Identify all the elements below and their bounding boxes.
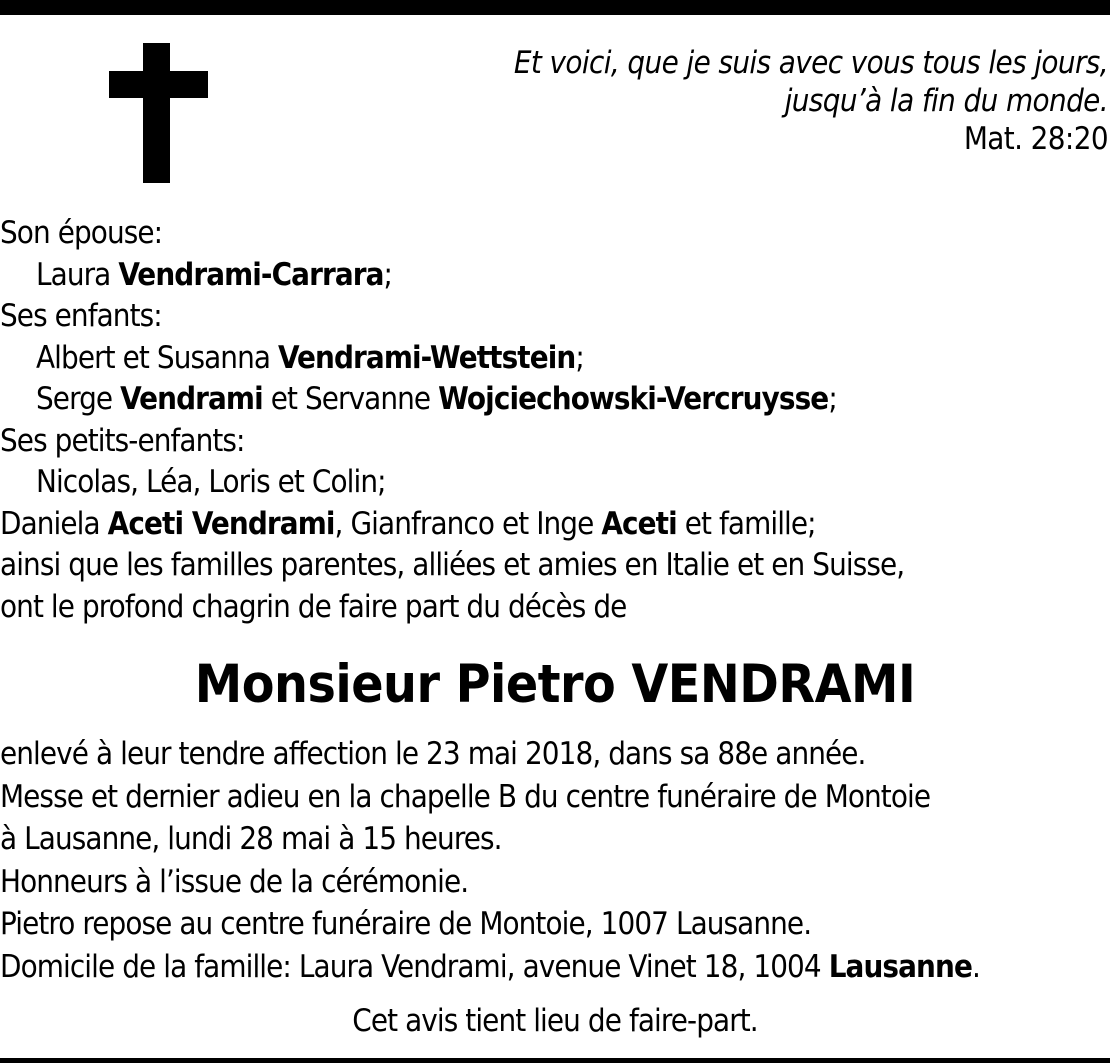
bible-verse — [388, 44, 1108, 158]
cross-vertical-bar — [143, 43, 170, 183]
closing-note: Cet avis tient lieu de faire-part. — [352, 1003, 758, 1039]
relatives-entry — [0, 504, 1110, 546]
cross-horizontal-bar — [109, 71, 208, 98]
child2-last-name: Vendrami — [120, 381, 263, 417]
children-heading: Ses enfants: — [0, 298, 162, 334]
child-entry-1 — [0, 338, 1110, 380]
ceremony-details — [0, 733, 1110, 988]
relatives-end: et famille; — [676, 505, 816, 542]
spouse-entry — [0, 255, 1110, 297]
verse-line-1: Et voici, que je suis avec vous tous les jours, — [513, 45, 1108, 81]
announcement-line: ont le profond chagrin de faire part du décès de — [0, 588, 627, 625]
verse-line-2: jusqu’à la fin du monde. — [784, 83, 1108, 119]
cross-icon — [109, 43, 208, 183]
child2-conjunction: et Servanne — [262, 381, 439, 417]
child1-first-names: Albert et Susanna — [36, 339, 279, 376]
spouse-first-name: Laura — [36, 256, 119, 293]
child2-partner-last-name: Wojciechowski-Vercruysse — [438, 381, 829, 417]
details-line-2: Messe et dernier adieu en la chapelle B du centre funéraire de Montoie — [0, 778, 931, 815]
details-line-4: Honneurs à l’issue de la cérémonie. — [0, 863, 469, 900]
domicile-city: Lausanne — [828, 948, 972, 985]
details-line-1: enlevé à leur tendre affection le 23 mai 2018, dans sa 88e année. — [0, 736, 866, 772]
relatives-first-name: Daniela — [0, 505, 108, 542]
child2-first-name: Serge — [36, 381, 121, 417]
details-line-6 — [0, 946, 1110, 989]
details-line-5: Pietro repose au centre funéraire de Montoie, 1007 Lausanne. — [0, 906, 812, 942]
verse-reference: Mat. 28:20 — [963, 121, 1108, 157]
top-border-rule — [0, 0, 1110, 15]
child-entry-2 — [0, 379, 1110, 421]
child1-last-name: Vendrami-Wettstein — [278, 339, 576, 376]
grandchildren-entry: Nicolas, Léa, Loris et Colin; — [36, 464, 386, 500]
punctuation: ; — [575, 339, 584, 376]
extended-family-line: ainsi que les familles parentes, alliées et amies en Italie et en Suisse, — [0, 547, 905, 583]
domicile-end: . — [972, 948, 980, 985]
relatives-last-name-2: Aceti — [601, 505, 677, 542]
spouse-last-name: Vendrami-Carrara — [118, 256, 384, 293]
family-list — [0, 213, 1110, 628]
domicile-text: Domicile de la famille: Laura Vendrami, avenue Vinet 18, 1004 — [0, 948, 829, 985]
spouse-heading: Son épouse: — [0, 215, 163, 251]
relatives-middle: , Gianfranco et Inge — [334, 505, 602, 542]
punctuation: ; — [383, 256, 393, 293]
deceased-name: Monsieur Pietro VENDRAMI — [194, 654, 916, 715]
bottom-border-rule — [0, 1058, 1110, 1063]
grandchildren-heading: Ses petits-enfants: — [0, 422, 245, 459]
details-line-3: à Lausanne, lundi 28 mai à 15 heures. — [0, 821, 502, 857]
punctuation: ; — [828, 381, 837, 417]
relatives-last-name-1: Aceti Vendrami — [107, 505, 335, 542]
